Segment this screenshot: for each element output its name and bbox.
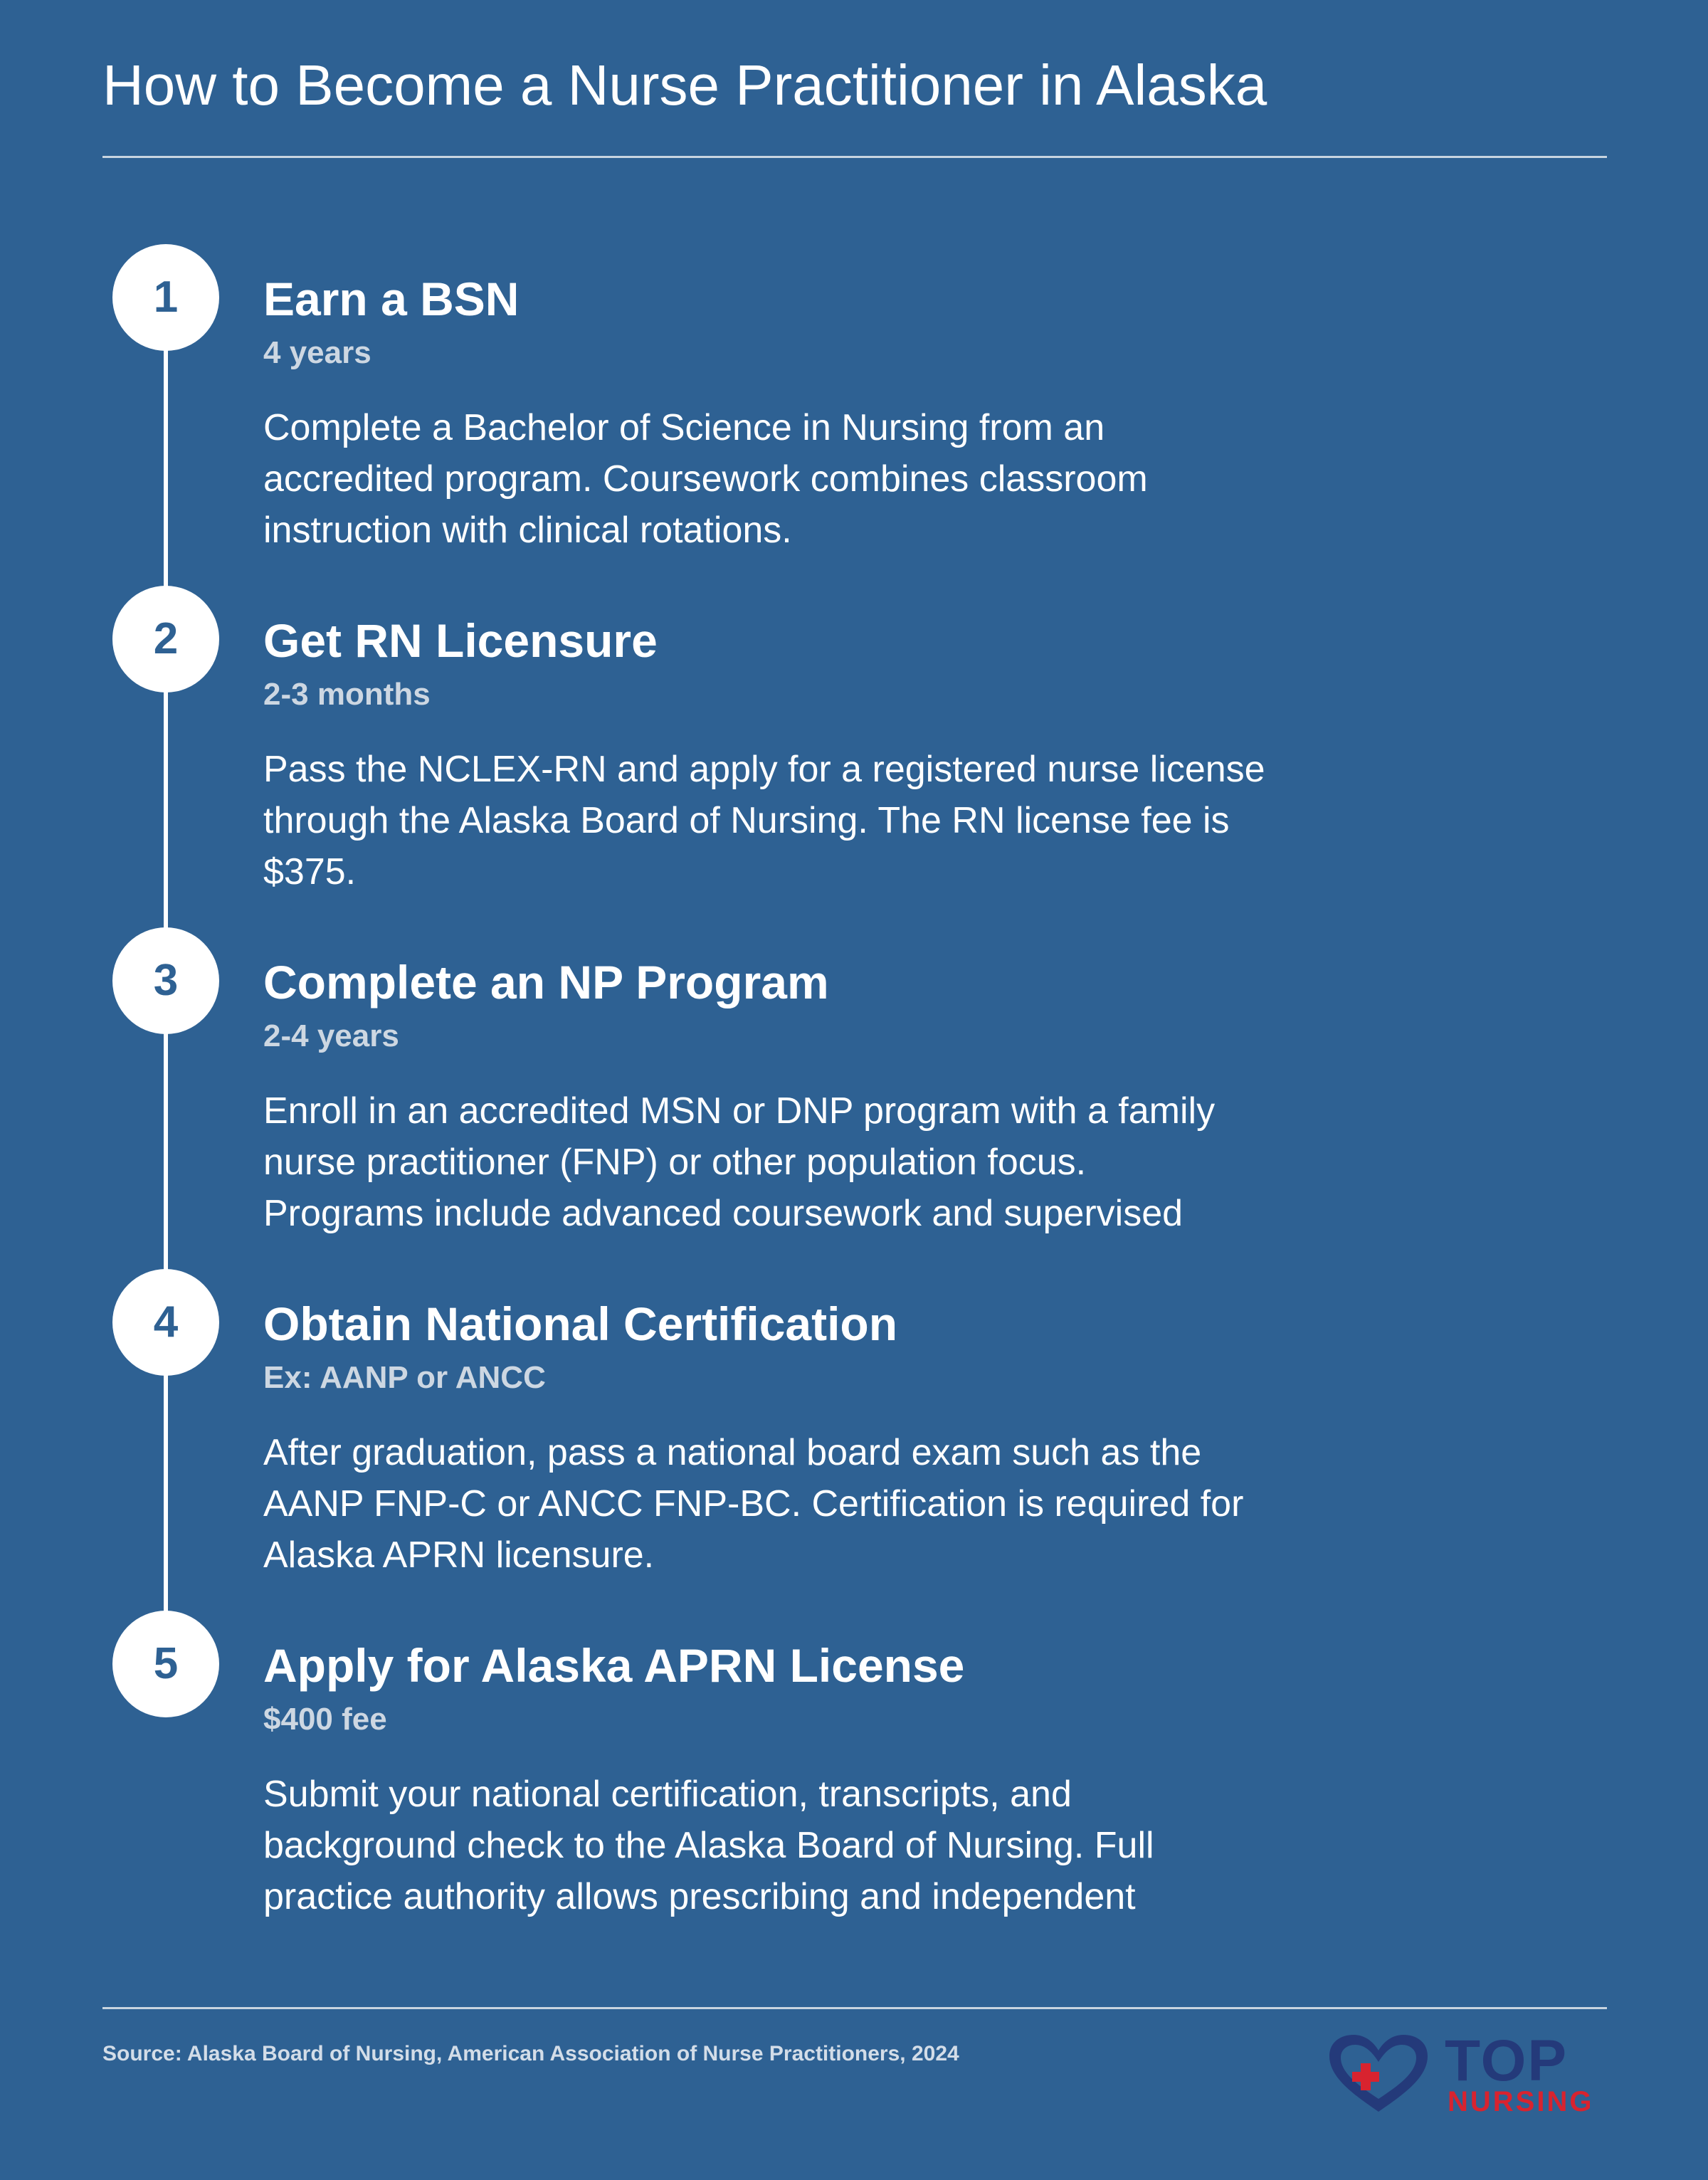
step-description-line: Submit your national certification, transcripts, and (263, 1774, 1072, 1815)
step-description-line: Complete a Bachelor of Science in Nursing from an (263, 407, 1105, 448)
step-description-line: Pass the NCLEX-RN and apply for a registered nurse license (263, 749, 1265, 790)
step-description-line: practice authority allows prescribing and independent (263, 1876, 1136, 1917)
step-description-line: Programs include advanced coursework and supervised (263, 1193, 1184, 1234)
step-description-line: Alaska APRN licensure. (263, 1534, 655, 1576)
logo-wordmark-nursing: NURSING (1448, 2086, 1594, 2117)
top-nursing-logo (1325, 2028, 1610, 2117)
step-title: Earn a BSN (263, 273, 520, 325)
step-title: Complete an NP Program (263, 956, 829, 1009)
step-duration: Ex: AANP or ANCC (263, 1360, 546, 1395)
step-description-line: accredited program. Coursework combines classroom (263, 458, 1148, 500)
step-description-line: background check to the Alaska Board of Nursing. Full (263, 1825, 1154, 1866)
step-number-badge: 3 (112, 927, 219, 1034)
step-number-badge: 5 (112, 1611, 219, 1717)
step-title: Get RN Licensure (263, 614, 658, 667)
step-description (263, 1427, 1402, 1581)
step-description-line: instruction with clinical rotations. (263, 510, 792, 551)
step-description (263, 744, 1402, 897)
footer-divider (102, 2007, 1607, 2009)
step-description-line: $375. (263, 851, 357, 892)
step-number-badge: 1 (112, 244, 219, 351)
header-divider (102, 156, 1607, 158)
page-title: How to Become a Nurse Practitioner in Alaska (102, 53, 1267, 117)
step-title: Apply for Alaska APRN License (263, 1639, 965, 1692)
step-duration: 2-3 months (263, 677, 431, 712)
step-duration: 4 years (263, 335, 371, 370)
step-description-line: Enroll in an accredited MSN or DNP program with a family (263, 1090, 1216, 1132)
source-note: Source: Alaska Board of Nursing, American Association of Nurse Practitioners, 2024 (102, 2042, 959, 2065)
step-description (263, 1769, 1402, 1922)
logo-wordmark-top: TOP (1445, 2028, 1569, 2093)
step-description-line: AANP FNP-C or ANCC FNP-BC. Certification is required for (263, 1483, 1244, 1525)
step-number-badge: 4 (112, 1269, 219, 1376)
step-description-line: through the Alaska Board of Nursing. The RN license fee is (263, 800, 1230, 841)
heart-cross-icon (1325, 2032, 1432, 2116)
step-description (263, 402, 1402, 556)
step-duration: $400 fee (263, 1702, 387, 1737)
step-number-badge: 2 (112, 586, 219, 693)
step-duration: 2-4 years (263, 1018, 399, 1053)
step-description-line: nurse practitioner (FNP) or other population focus. (263, 1142, 1087, 1183)
step-title: Obtain National Certification (263, 1297, 898, 1350)
step-description (263, 1085, 1402, 1239)
step-description-line: After graduation, pass a national board exam such as the (263, 1432, 1202, 1473)
